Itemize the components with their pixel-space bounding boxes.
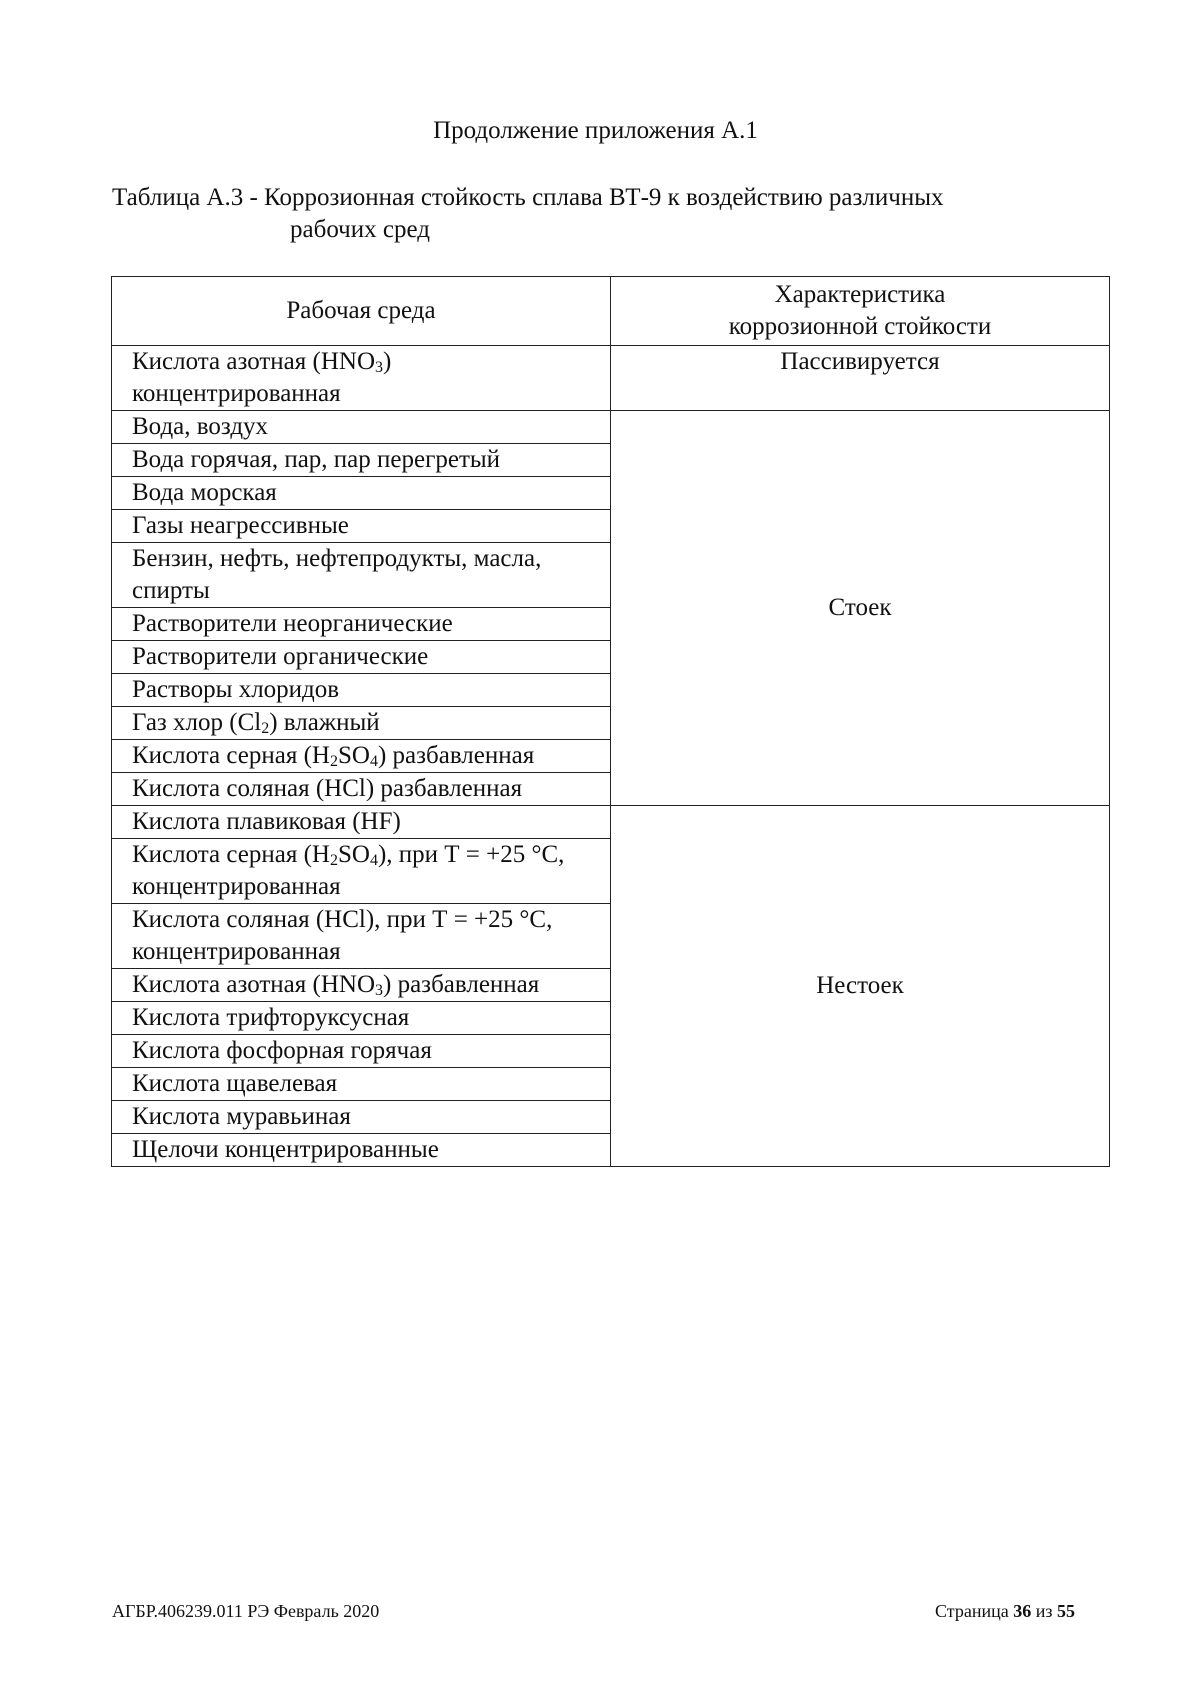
medium-text: Бензин, нефть, нефтепродукты, масла, спирты — [132, 545, 542, 604]
medium-text: Кислота соляная (HCl), при Т = +25 °С, концентрированная — [132, 906, 553, 965]
medium-text: Вода горячая, пар, пар перегретый — [132, 446, 501, 473]
formula-subscript: 2 — [329, 852, 338, 869]
page-separator: из — [1035, 1601, 1053, 1621]
header-working-medium: Рабочая среда — [112, 277, 611, 346]
caption-line-1: Таблица А.3 - Коррозионная стойкость сплава ВТ-9 к воздействию различных — [112, 184, 944, 211]
medium-text: ) разбавленная — [383, 971, 540, 998]
medium-cell — [112, 904, 611, 969]
medium-cell — [112, 543, 611, 608]
medium-text: Кислота плавиковая (HF) — [132, 808, 401, 835]
table-header-row — [112, 277, 1110, 346]
header-line-2: коррозионной стойкости — [728, 313, 992, 340]
continuation-heading: Продолжение приложения А.1 — [433, 117, 758, 144]
medium-cell — [112, 1002, 611, 1035]
page-label: Страница — [935, 1601, 1009, 1621]
medium-text: Кислота серная (H — [132, 841, 330, 868]
medium-text: Кислота серная (H — [132, 742, 330, 769]
formula-subscript: 2 — [329, 753, 338, 770]
resistance-cell: Стоек — [611, 411, 1110, 806]
medium-text: Кислота муравьиная — [132, 1103, 351, 1130]
table-row — [112, 346, 1110, 411]
caption-line-2: рабочих сред — [290, 216, 430, 243]
footer-doc-ref: АГБР.406239.011 РЭ Февраль 2020 — [112, 1601, 380, 1621]
formula-subscript: 2 — [261, 720, 270, 737]
medium-cell — [112, 411, 611, 444]
medium-text: Кислота трифторуксусная — [132, 1004, 410, 1031]
medium-text: SO — [337, 841, 370, 868]
medium-text: Газы неагрессивные — [132, 512, 349, 539]
medium-text: Растворы хлоридов — [132, 676, 340, 703]
medium-cell — [112, 608, 611, 641]
medium-text: Растворители органические — [132, 643, 429, 670]
medium-cell — [112, 444, 611, 477]
medium-cell — [112, 707, 611, 740]
header-line-1: Характеристика — [774, 281, 946, 308]
medium-cell — [112, 1035, 611, 1068]
medium-text: Кислота щавелевая — [132, 1070, 338, 1097]
formula-subscript: 4 — [369, 753, 378, 770]
header-corrosion-resistance — [611, 277, 1110, 346]
medium-cell — [112, 346, 611, 411]
medium-cell — [112, 1068, 611, 1101]
footer-page-number — [935, 1600, 1075, 1622]
medium-text: Вода, воздух — [132, 413, 269, 440]
medium-cell — [112, 773, 611, 806]
formula-subscript: 3 — [375, 359, 384, 376]
medium-text: ) — [383, 348, 392, 375]
medium-cell — [112, 477, 611, 510]
medium-text: SO — [337, 742, 370, 769]
medium-cell — [112, 1101, 611, 1134]
medium-text: Щелочи концентрированные — [132, 1136, 439, 1163]
medium-cell — [112, 641, 611, 674]
table-row — [112, 806, 1110, 839]
medium-text: Кислота соляная (HCl) разбавленная — [132, 775, 523, 802]
medium-cell — [112, 806, 611, 839]
medium-text: ) разбавленная — [377, 742, 535, 769]
medium-cell — [112, 674, 611, 707]
medium-text: Вода морская — [132, 479, 277, 506]
medium-text: Кислота фосфорная горячая — [132, 1037, 432, 1064]
medium-text: ) влажный — [269, 709, 380, 736]
medium-cell — [112, 1134, 611, 1167]
medium-text: концентрированная — [132, 380, 341, 407]
formula-subscript: 3 — [375, 982, 384, 999]
medium-text: Кислота азотная (HNO — [132, 971, 376, 998]
medium-text: Растворители неорганические — [132, 610, 453, 637]
medium-text: ), при Т = +25 °С, концентрированная — [132, 841, 565, 900]
page-current: 36 — [1013, 1601, 1032, 1621]
table-row — [112, 411, 1110, 444]
table-caption — [112, 182, 1112, 246]
table-body — [112, 346, 1110, 1167]
medium-text: Кислота азотная (HNO — [132, 348, 376, 375]
medium-cell — [112, 969, 611, 1002]
medium-cell — [112, 839, 611, 904]
medium-cell — [112, 740, 611, 773]
medium-text: Газ хлор (Cl — [132, 709, 262, 736]
corrosion-table — [111, 276, 1110, 1167]
formula-subscript: 4 — [369, 852, 378, 869]
medium-cell — [112, 510, 611, 543]
resistance-cell: Нестоек — [611, 806, 1110, 1167]
page-total: 55 — [1057, 1601, 1075, 1621]
resistance-cell: Пассивируется — [611, 346, 1110, 411]
